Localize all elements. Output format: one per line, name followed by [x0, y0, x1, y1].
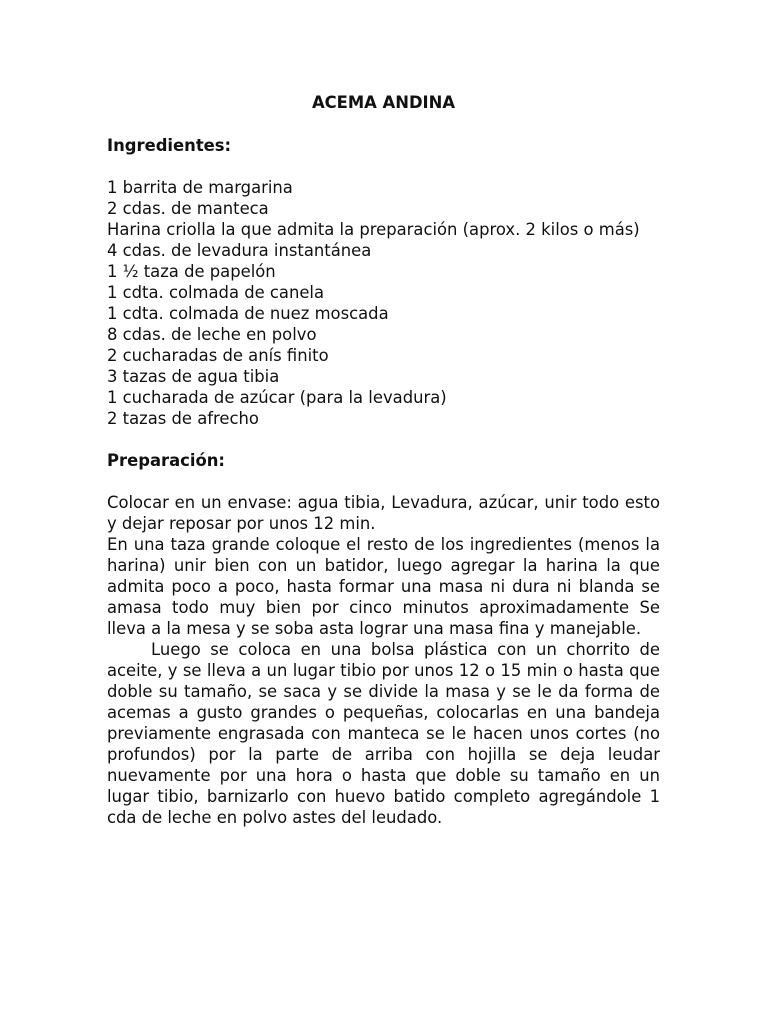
- preparation-paragraph: Colocar en un envase: agua tibia, Levadura, azúcar, unir todo esto y dejar reposar por unos 12 min.: [107, 493, 660, 533]
- document-title: ACEMA ANDINA: [311, 93, 456, 112]
- ingredient-item: 1 cdta. colmada de canela: [107, 283, 325, 302]
- ingredient-item: 1 barrita de margarina: [107, 178, 293, 197]
- ingredient-item: 8 cdas. de leche en polvo: [107, 325, 317, 344]
- document-page: [107, 90, 660, 828]
- preparation-paragraph: Luego se coloca en una bolsa plástica con un chorrito de aceite, y se lleva a un lugar tibio por unos 12 o 15 min o hasta que doble su tamaño, se saca y se divide la masa y se le da forma de acemas a gusto grandes o pequeñas, colocarlas en una bandeja previamente engrasada con manteca se le hacen unos cortes (no profundos) por la parte de arriba con hojilla se deja leudar nuevamente por una hora o hasta que doble su tamaño en un lugar tibio, barnizarlo con huevo batido completo agregándole 1 cda de leche en polvo astes del leudado.: [107, 640, 660, 827]
- ingredient-item: Harina criolla la que admita la preparación (aprox. 2 kilos o más): [107, 220, 640, 239]
- ingredient-item: 2 tazas de afrecho: [107, 409, 259, 428]
- ingredient-item: 1 ½ taza de papelón: [107, 262, 276, 281]
- ingredient-item: 1 cdta. colmada de nuez moscada: [107, 304, 389, 323]
- preparation-body: [107, 492, 660, 828]
- ingredient-item: 2 cucharadas de anís finito: [107, 346, 329, 365]
- preparation-heading: Preparación:: [107, 451, 225, 470]
- preparation-paragraph: En una taza grande coloque el resto de los ingredientes (menos la harina) unir bien con un batidor, luego agregar la harina la que admita poco a poco, hasta formar una masa ni dura ni blanda se amasa todo muy bien por cinco minutos aproximadamente Se lleva a la mesa y se soba asta lograr una masa fina y manejable.: [107, 535, 660, 638]
- ingredient-item: 3 tazas de agua tibia: [107, 367, 280, 386]
- ingredients-heading: Ingredientes:: [107, 136, 232, 155]
- ingredient-item: 1 cucharada de azúcar (para la levadura): [107, 388, 447, 407]
- ingredient-item: 2 cdas. de manteca: [107, 199, 269, 218]
- ingredients-list: [107, 177, 660, 429]
- ingredient-item: 4 cdas. de levadura instantánea: [107, 241, 372, 260]
